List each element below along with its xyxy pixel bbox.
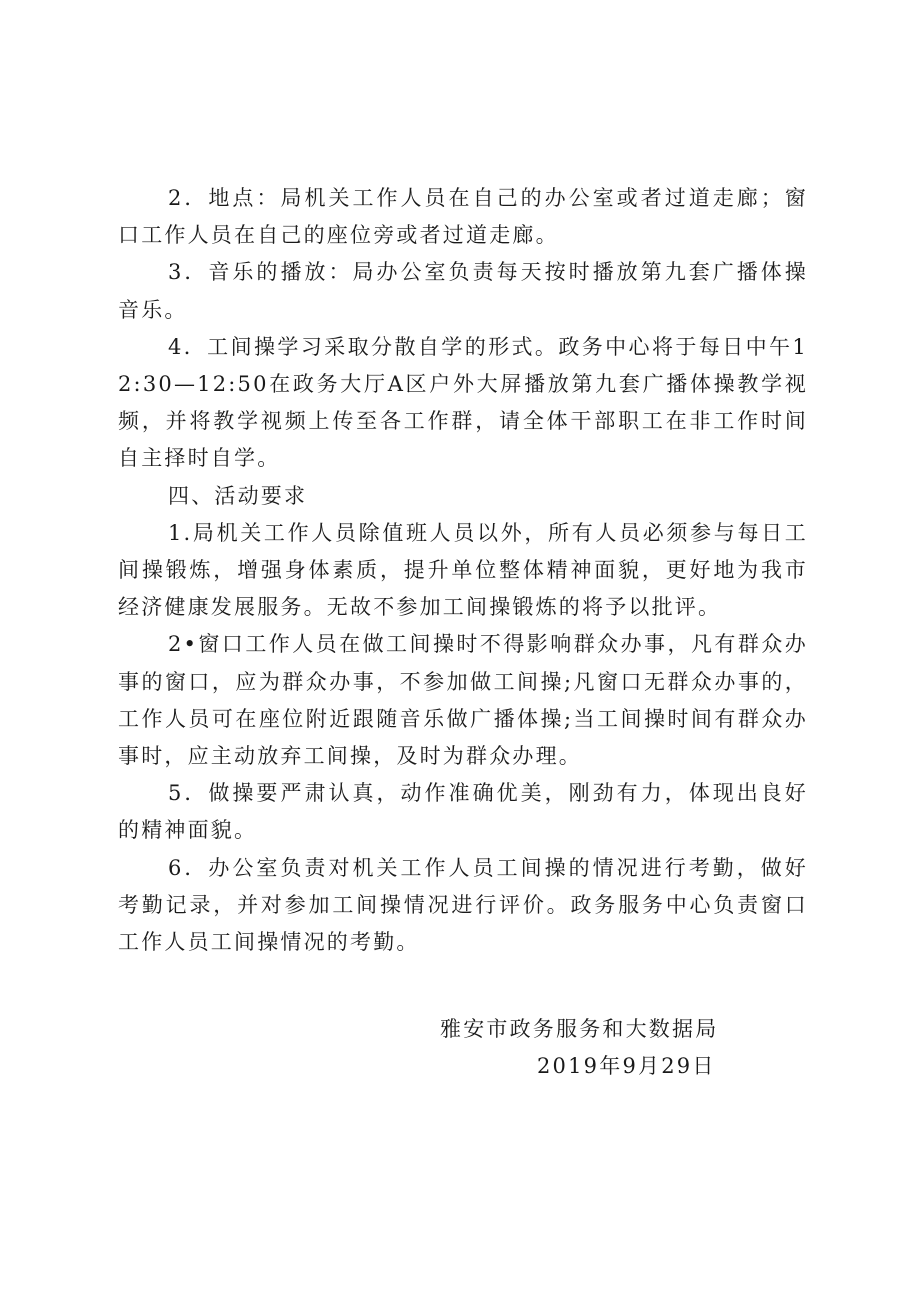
paragraph-music: 3．音乐的播放：局办公室负责每天按时播放第九套广播体操音乐。 <box>118 260 808 322</box>
paragraph-location: 2．地点：局机关工作人员在自己的办公室或者过道走廊；窗口工作人员在自己的座位旁或者过道走廊。 <box>118 186 808 248</box>
paragraph-requirement-2: 2•窗口工作人员在做工间操时不得影响群众办事，凡有群众办事的窗口，应为群众办事，不参加做工间操;凡窗口无群众办事的，工作人员可在座位附近跟随音乐做广播体操;当工间操时间有群众办事时，应主动放弃工间操，及时为群众办理。 <box>118 632 808 769</box>
document-body <box>118 180 808 961</box>
signature-organization: 雅安市政务服务和大数据局 <box>440 1017 719 1041</box>
signature-date: 2019年9月29日 <box>537 1054 716 1078</box>
paragraph-requirement-5: 5．做操要严肃认真，动作准确优美，刚劲有力，体现出良好的精神面貌。 <box>118 781 808 843</box>
paragraph-study: 4．工间操学习采取分散自学的形式。政务中心将于每日中午12:30—12:50在政务大厅A区户外大屏播放第九套广播体操教学视频，并将教学视频上传至各工作群，请全体干部职工在非工作时间自主择时自学。 <box>118 334 808 471</box>
paragraph-requirement-6: 6．办公室负责对机关工作人员工间操的情况进行考勤，做好考勤记录，并对参加工间操情况进行评价。政务服务中心负责窗口工作人员工间操情况的考勤。 <box>118 855 808 955</box>
paragraph-requirement-1: 1.局机关工作人员除值班人员以外，所有人员必须参与每日工间操锻炼，增强身体素质，提升单位整体精神面貌，更好地为我市经济健康发展服务。无故不参加工间操锻炼的将予以批评。 <box>118 520 808 620</box>
section-heading-requirements: 四、活动要求 <box>168 483 308 508</box>
